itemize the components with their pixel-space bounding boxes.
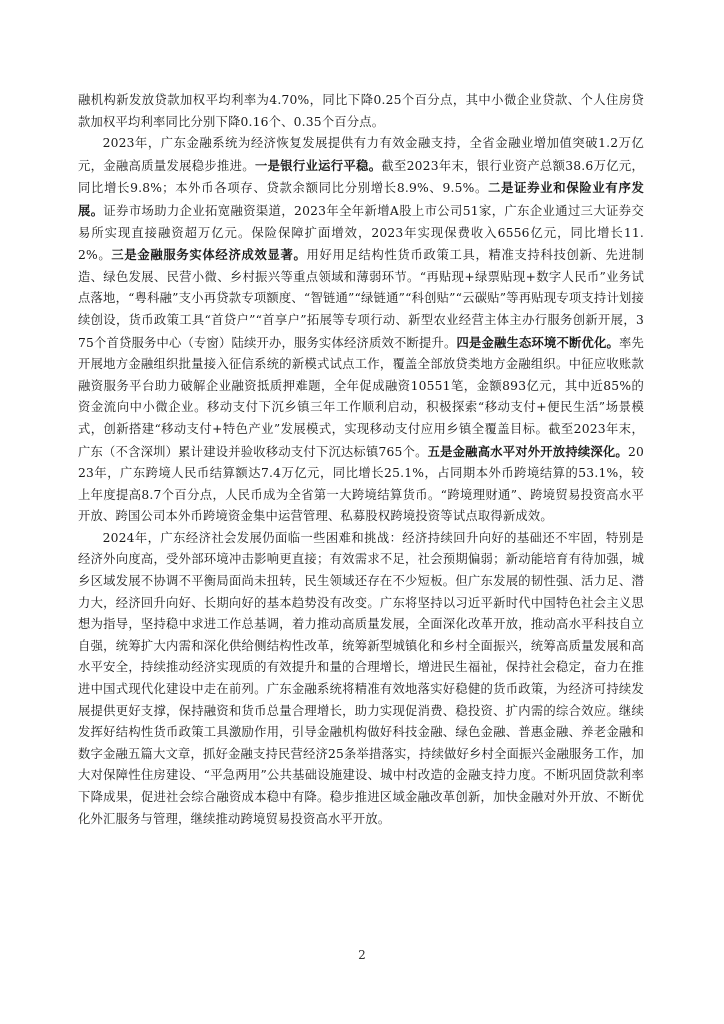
- page-number: 2: [358, 948, 366, 962]
- bold-heading-run: 五是金融高水平对外开放持续深化。: [427, 443, 628, 459]
- text-run: 证券市场助力企业拓宽融资渠道，2023年全年新增A股上市公司51家，广东企业通过三大证券交易所实现直接融资超万亿元。保险保障扩面增效，2023年实现保费收入6556亿元，同比增长11.2%。: [78, 203, 644, 263]
- bold-heading-run: 三是金融服务实体经济成效显著。: [111, 247, 307, 263]
- text-run: 融机构新发放贷款加权平均利率为4.70%，同比下降0.25个百分点，其中小微企业贷款、个人住房贷款加权平均利率同比分别下降0.16个、0.35个百分点。: [78, 93, 644, 129]
- body-text: [78, 0, 644, 830]
- bold-heading-run: 四是金融生态环境不断优化。: [456, 334, 619, 350]
- text-run: 用好用足结构性货币政策工具，精准支持科技创新、先进制造、绿色发展、民营小微、乡村振兴等重点领域和薄弱环节。“再贴现+绿票贴现+数字人民币”业务试点落地，“粤科融”支小再贷款专项额度、“智链通”“绿链通”“科创贴”“云碳贴”等再贴现专项支持计划接续创设，货币政策工具“首贷户”“首享户”拓展等专项行动、新型农业经营主体主办行服务创新开展，375个首贷服务中心（专窗）陆续开办，服务实体经济质效不断提升。: [78, 248, 644, 350]
- text-run: 2024年，广东经济社会发展仍面临一些困难和挑战：经济持续回升向好的基础还不牢固，特别是经济外向度高，受外部环境冲击影响更直接；有效需求不足，社会预期偏弱；新动能培育有待加强，城乡区域发展不协调不平衡局面尚未扭转，民生领域还存在不少短板。但广东发展的韧性强、活力足、潜力大，经济回升向好、长期向好的基本趋势没有改变。广东将坚持以习近平新时代中国特色社会主义思想为指导，坚持稳中求进工作总基调，着力推动高质量发展，全面深化改革开放，推动高水平科技自立自强，统筹扩大内需和深化供给侧结构性改革，统筹新型城镇化和乡村全面振兴，统筹高质量发展和高水平安全，持续推动经济实现质的有效提升和量的合理增长，增进民生福祉，保持社会稳定，奋力在推进中国式现代化建设中走在前列。广东金融系统将精准有效地落实好稳健的货币政策，为经济可持续发展提供更好支撑，保持融资和货币总量合理增长，助力实现促消费、稳投资、扩内需的综合效应。继续发挥好结构性货币政策工具激励作用，引导金融机构做好科技金融、绿色金融、普惠金融、养老金融和数字金融五篇大文章，抓好金融支持民营经济25条举措落实，持续做好乡村全面振兴金融服务工作，加大对保障性住房建设、“平急两用”公共基础设施建设、城中村改造的金融支持力度。不断巩固贷款利率下降成果，促进社会综合融资成本稳中有降。稳步推进区域金融改革创新，加快金融对外开放、不断优化外汇服务与管理，继续推动跨境贸易投资高水平开放。: [78, 530, 644, 826]
- text-run: 2023年，广东金融系统为经济恢复发展提供有力有效金融支持，全省金融业增加值突破1.2万亿元，金融高质量发展稳步推进。: [78, 136, 644, 173]
- text-run: 率先开展地方金融组织批量接入征信系统的新模式试点工作，覆盖全部放贷类地方金融组织。中征应收账款融资服务平台助力破解企业融资抵质押难题，全年促成融资10551笔，金额893亿元，其中近85%的资金流向中小微企业。移动支付下沉乡镇三年工作顺利启动，积极探索“移动支付+便民生活”场景模式，创新搭建“移动支付+特色产业”发展模式，实现移动支付应用乡镇全覆盖目标。截至2023年末，广东（不含深圳）累计建设并验收移动支付下沉达标镇765个。: [78, 335, 644, 459]
- text-run: 2023年，广东跨境人民币结算额达7.4万亿元，同比增长25.1%，占同期本外币跨境结算的53.1%，较上年度提高8.7个百分点，人民币成为全省第一大跨境结算货币。“跨境理财通”、跨境贸易投资高水平开放、跨国公司本外币跨境资金集中运营管理、私募股权跨境投资等试点取得新成效。: [78, 444, 644, 524]
- bold-heading-run: 一是银行业运行平稳。: [254, 157, 382, 173]
- paragraph: [78, 133, 644, 528]
- text-run: 截至2023年末，银行业资产总额38.6万亿元，同比增长9.8%；本外币各项存、贷款余额同比分别增长8.9%、9.5%。: [78, 158, 644, 196]
- paragraph: [78, 90, 644, 133]
- paragraph: [78, 528, 644, 830]
- bold-heading-run: 二是证券业和保险业有序发展。: [78, 180, 644, 218]
